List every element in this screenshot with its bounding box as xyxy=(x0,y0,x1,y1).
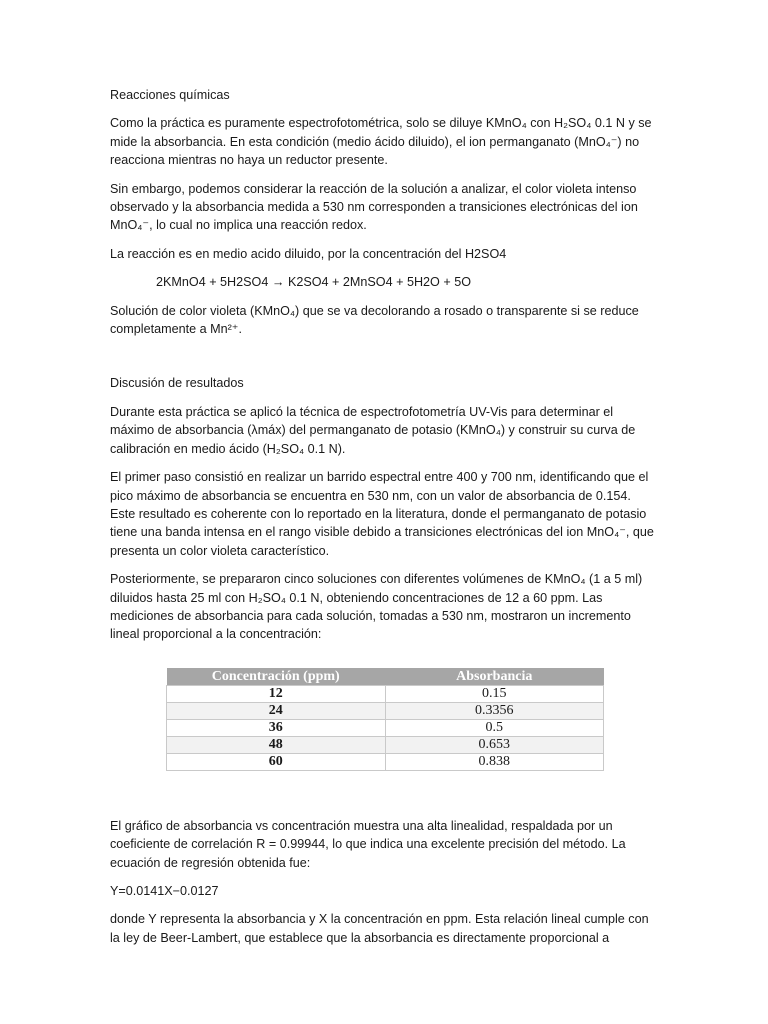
paragraph: Durante esta práctica se aplicó la técnica de espectrofotometría UV-Vis para determinar el máximo de absorbancia (λmáx) del permanganato de potasio (KMnO₄) y construir su curva de calibración en medio ácido (H₂SO₄ 0.1 N). xyxy=(110,404,636,456)
data-table xyxy=(166,668,604,771)
paragraph: Sin embargo, podemos considerar la reacción de la solución a analizar, el color violeta intenso observado y la absorbancia medida a 530 nm corresponden a transiciones electrónicas del ion MnO₄⁻, lo cual no implica una reacción redox. xyxy=(110,181,638,233)
table-cell-absorbance: 0.3356 xyxy=(385,702,604,719)
table-header-row xyxy=(167,668,604,686)
section-title-reacciones: Reacciones químicas xyxy=(110,88,230,102)
paragraph: Solución de color violeta (KMnO₄) que se va decolorando a rosado o transparente si se reduce completamente a Mn²⁺. xyxy=(110,303,639,337)
table-row xyxy=(167,719,604,736)
table-cell-concentration: 48 xyxy=(167,736,386,753)
paragraph: donde Y representa la absorbancia y X la concentración en ppm. Esta relación lineal cumple con la ley de Beer-Lambert, que establece que la absorbancia es directamente proporcional a xyxy=(110,912,649,945)
section-title-discusion: Discusión de resultados xyxy=(110,376,244,391)
table-header-concentracion: Concentración (ppm) xyxy=(167,668,386,686)
paragraph: Posteriormente, se prepararon cinco soluciones con diferentes volúmenes de KMnO₄ (1 a 5 ml) diluidos hasta 25 ml con H₂SO₄ 0.1 N, obteniendo concentraciones de 12 a 60 ppm. Las mediciones de absorbancia para cada solución, tomadas a 530 nm, mostraron un incremento lineal proporcional a la concentración: xyxy=(110,572,643,642)
regression-equation: Y=0.0141X−0.0127 xyxy=(110,883,219,898)
table-cell-concentration: 24 xyxy=(167,702,386,719)
table-cell-absorbance: 0.5 xyxy=(385,719,604,736)
paragraph: El gráfico de absorbancia vs concentración muestra una alta linealidad, respaldada por un coeficiente de correlación R = 0.99944, lo que indica una excelente precisión del método. La ecuación de regresión obtenida fue: xyxy=(110,818,626,870)
table-cell-concentration: 36 xyxy=(167,719,386,736)
table-cell-absorbance: 0.15 xyxy=(385,685,604,702)
table-cell-absorbance: 0.838 xyxy=(385,753,604,770)
paragraph: El primer paso consistió en realizar un barrido espectral entre 400 y 700 nm, identificando que el pico máximo de absorbancia se encuentra en 530 nm, con un valor de absorbancia de 0.154. Este resultado es coherente con lo reportado en la literatura, donde el permanganato de potasio tiene una banda intensa en el rango visible debido a transiciones electrónicas del ion MnO₄⁻, que presenta un color violeta característico. xyxy=(110,470,654,558)
table-header-absorbancia: Absorbancia xyxy=(385,668,604,686)
paragraph: La reacción es en medio acido diluido, por la concentración del H2SO4 xyxy=(110,246,507,261)
table-row xyxy=(167,702,604,719)
table-row xyxy=(167,736,604,753)
document-body xyxy=(110,86,658,957)
chemical-equation: 2KMnO4 + 5H2SO4 → K2SO4 + 2MnSO4 + 5H2O + 5O xyxy=(156,275,472,290)
table-row xyxy=(167,685,604,702)
table-cell-concentration: 60 xyxy=(167,753,386,770)
table-cell-absorbance: 0.653 xyxy=(385,736,604,753)
paragraph: Como la práctica es puramente espectrofotométrica, solo se diluye KMnO₄ con H₂SO₄ 0.1 N y se mide la absorbancia. En esta condición (medio ácido diluido), el ion permanganato (MnO₄⁻) no reacciona mientras no haya un reductor presente. xyxy=(110,116,652,168)
table-row xyxy=(167,753,604,770)
table-cell-concentration: 12 xyxy=(167,685,386,702)
